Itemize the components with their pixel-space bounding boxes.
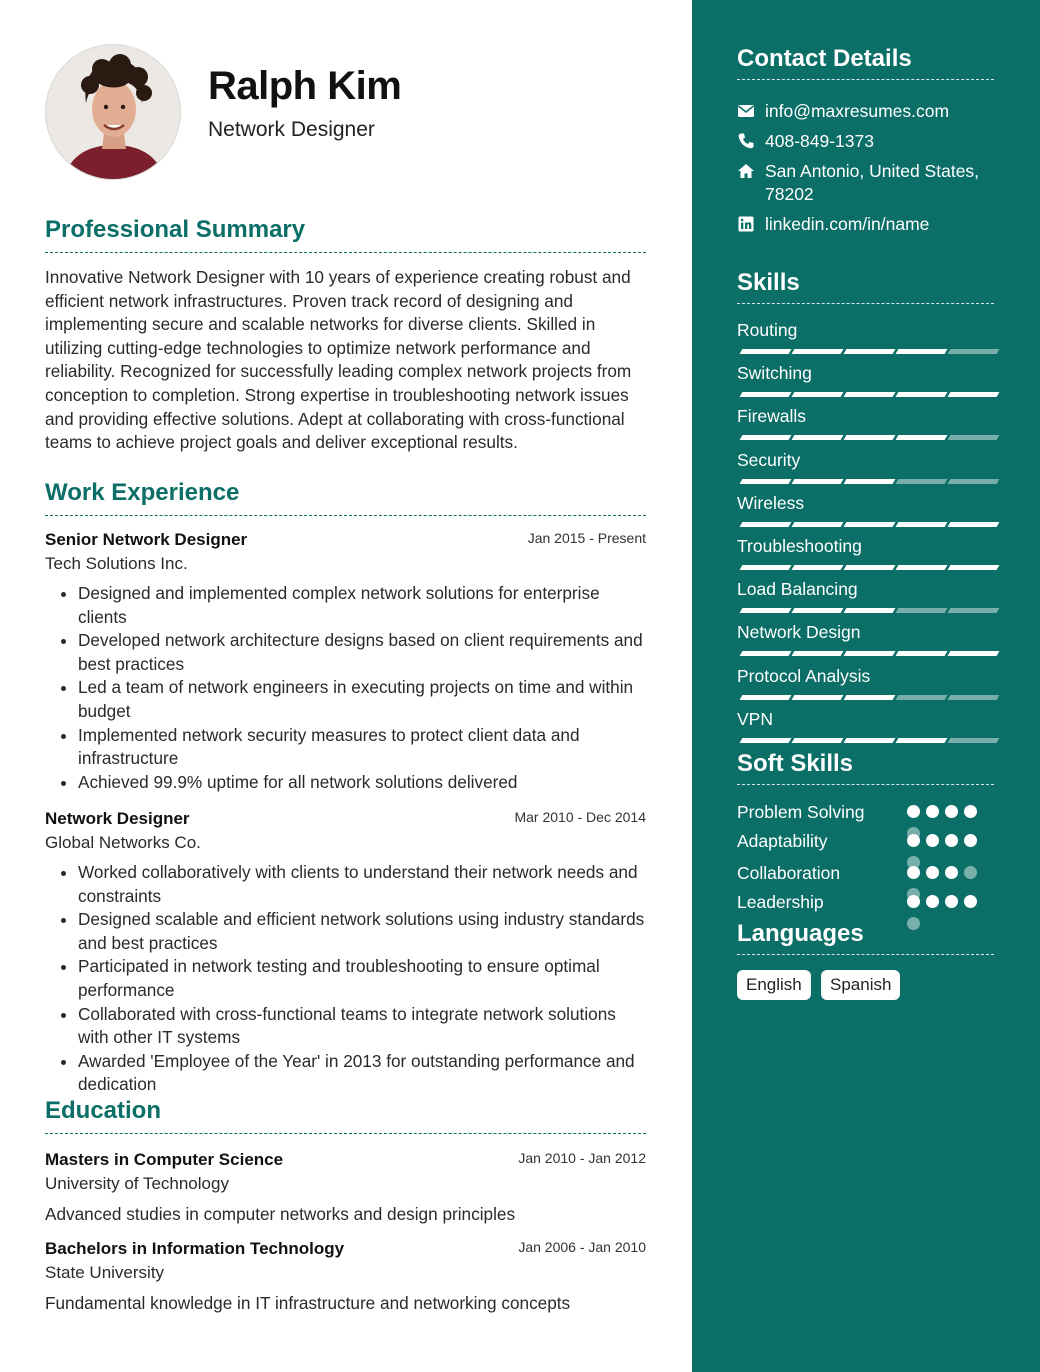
job-entry [45, 809, 646, 1097]
skill-segment-empty [948, 479, 1000, 484]
address-line-2: 78202 [765, 184, 814, 204]
skill-segment-filled [740, 522, 792, 527]
skill-segment-filled [792, 651, 844, 656]
bullet-item: • Led a team of network engineers in executing projects on time and within budget [78, 676, 646, 723]
skill-level-bar [738, 479, 994, 485]
rating-dot-filled [926, 895, 939, 908]
soft-skill-label: Adaptability [737, 831, 828, 851]
skill-segment-filled [792, 522, 844, 527]
rating-dot-filled [945, 805, 958, 818]
rating-dot-filled [945, 895, 958, 908]
job-date: Mar 2010 - Dec 2014 [514, 809, 646, 825]
soft-skill-item [737, 863, 994, 884]
skill-segment-filled [792, 349, 844, 354]
skill-segment-empty [948, 349, 1000, 354]
skill-label: Security [737, 450, 801, 470]
job-date: Jan 2015 - Present [527, 530, 646, 546]
skill-label: Troubleshooting [737, 536, 862, 556]
phone-text[interactable]: 408-849-1373 [765, 131, 874, 151]
skill-item [737, 579, 994, 603]
skill-segment-filled [792, 479, 844, 484]
skill-segment-filled [740, 738, 792, 743]
language-tag: Spanish [821, 970, 900, 1000]
contact-address [737, 160, 994, 206]
soft-skills-title: Soft Skills [737, 750, 994, 785]
skill-segment-filled [740, 651, 792, 656]
skill-item [737, 536, 994, 560]
linkedin-icon [737, 215, 755, 233]
rating-dot-filled [964, 834, 977, 847]
skill-level-bar [738, 738, 994, 744]
skill-segment-empty [948, 695, 1000, 700]
skill-segment-filled [792, 695, 844, 700]
education-entry [45, 1150, 646, 1225]
skill-label: Protocol Analysis [737, 666, 871, 686]
skill-item [737, 406, 994, 430]
bullet-item: • Designed and implemented complex network solutions for enterprise clients [78, 582, 646, 629]
skill-level-bar [738, 565, 994, 571]
skill-level-bar [738, 695, 994, 701]
skill-item [737, 450, 994, 474]
skill-level-bar [738, 435, 994, 441]
skill-item [737, 320, 994, 344]
skill-segment-filled [844, 392, 896, 397]
skill-segment-filled [740, 565, 792, 570]
candidate-name: Ralph Kim [208, 64, 402, 108]
skill-item [737, 622, 994, 646]
skill-segment-empty [948, 738, 1000, 743]
job-title: Senior Network Designer [45, 530, 248, 549]
skill-segment-filled [844, 738, 896, 743]
rating-dot-filled [926, 805, 939, 818]
skill-label: Network Design [737, 622, 861, 642]
skill-level-bar [738, 608, 994, 614]
job-bullets [45, 861, 646, 1097]
skill-label: VPN [737, 709, 773, 729]
skill-segment-filled [844, 608, 896, 613]
language-tag: English [737, 970, 811, 1000]
home-icon [737, 162, 755, 180]
skill-segment-filled [896, 738, 948, 743]
avatar-image [46, 45, 181, 180]
education-entry [45, 1239, 646, 1314]
contact-linkedin [737, 213, 994, 236]
skill-segment-filled [896, 651, 948, 656]
education-description: Fundamental knowledge in IT infrastructure and networking concepts [45, 1293, 571, 1313]
education-description: Advanced studies in computer networks and design principles [45, 1204, 516, 1224]
skill-label: Load Balancing [737, 579, 858, 599]
soft-skill-item [737, 831, 994, 852]
soft-skill-label: Problem Solving [737, 802, 865, 822]
rating-dot-filled [907, 834, 920, 847]
contact-title: Contact Details [737, 45, 994, 80]
section-title-summary: Professional Summary [45, 216, 646, 253]
phone-icon [737, 132, 755, 150]
job-entry [45, 530, 646, 794]
bullet-item: • Participated in network testing and troubleshooting to ensure optimal performance [78, 955, 646, 1002]
contact-phone [737, 130, 994, 153]
skill-label: Firewalls [737, 406, 807, 426]
skill-segment-filled [948, 522, 1000, 527]
rating-dot-filled [964, 895, 977, 908]
rating-dot-filled [907, 895, 920, 908]
skill-segment-empty [896, 479, 948, 484]
bullet-item: • Collaborated with cross-functional teams to integrate network solutions with other IT systems [78, 1003, 646, 1050]
bullet-item: • Implemented network security measures to protect client data and infrastructure [78, 724, 646, 771]
skill-segment-filled [844, 435, 896, 440]
skill-segment-empty [896, 608, 948, 613]
skill-segment-filled [792, 608, 844, 613]
skill-item [737, 493, 994, 517]
skill-segment-filled [844, 695, 896, 700]
degree-title: Bachelors in Information Technology [45, 1239, 345, 1258]
skill-segment-filled [896, 435, 948, 440]
contact-email [737, 100, 994, 123]
skill-level-bar [738, 522, 994, 528]
skill-segment-empty [896, 695, 948, 700]
education-date: Jan 2006 - Jan 2010 [518, 1239, 646, 1255]
job-company: Tech Solutions Inc. [45, 554, 188, 573]
address-line-1: San Antonio, United States, [765, 161, 980, 181]
skill-segment-filled [948, 565, 1000, 570]
rating-dot-filled [926, 866, 939, 879]
skill-segment-filled [844, 565, 896, 570]
skill-label: Routing [737, 320, 798, 340]
soft-skill-label: Collaboration [737, 863, 841, 883]
skill-segment-filled [896, 392, 948, 397]
school-name: State University [45, 1263, 165, 1282]
education-date: Jan 2010 - Jan 2012 [518, 1150, 646, 1166]
rating-dot-filled [907, 866, 920, 879]
skill-segment-filled [844, 651, 896, 656]
section-title-education: Education [45, 1097, 646, 1134]
bullet-item: • Achieved 99.9% uptime for all network solutions delivered [78, 771, 646, 795]
soft-skill-rating [907, 805, 987, 819]
skill-segment-empty [948, 435, 1000, 440]
rating-dot-filled [907, 805, 920, 818]
rating-dot-empty [964, 866, 977, 879]
sidebar [692, 0, 1040, 1372]
skill-item [737, 363, 994, 387]
profile-photo [45, 44, 181, 180]
skill-segment-filled [792, 392, 844, 397]
email-text[interactable]: info@maxresumes.com [765, 101, 950, 121]
bullet-item: • Designed scalable and efficient network solutions using industry standards and best practices [78, 908, 646, 955]
skill-segment-filled [896, 349, 948, 354]
linkedin-text[interactable]: linkedin.com/in/name [765, 214, 930, 234]
job-title: Network Designer [45, 809, 190, 828]
skill-segment-filled [792, 565, 844, 570]
candidate-title: Network Designer [208, 118, 375, 141]
languages-title: Languages [737, 920, 994, 955]
skill-segment-filled [896, 565, 948, 570]
skill-segment-filled [896, 522, 948, 527]
soft-skill-rating [907, 895, 987, 909]
skill-segment-filled [740, 695, 792, 700]
skill-segment-filled [740, 349, 792, 354]
rating-dot-filled [945, 834, 958, 847]
rating-dot-filled [926, 834, 939, 847]
skill-item [737, 709, 994, 733]
soft-skill-rating [907, 866, 987, 880]
job-company: Global Networks Co. [45, 833, 201, 852]
section-title-experience: Work Experience [45, 479, 646, 516]
skill-segment-filled [740, 435, 792, 440]
skill-segment-filled [792, 435, 844, 440]
school-name: University of Technology [45, 1174, 229, 1193]
soft-skill-rating [907, 834, 987, 848]
skill-segment-filled [948, 651, 1000, 656]
skill-segment-filled [740, 479, 792, 484]
skill-segment-filled [844, 479, 896, 484]
skill-segment-empty [948, 608, 1000, 613]
skill-level-bar [738, 392, 994, 398]
skill-segment-filled [740, 392, 792, 397]
skill-label: Wireless [737, 493, 805, 513]
soft-skill-item [737, 802, 994, 823]
skill-level-bar [738, 349, 994, 355]
skill-label: Switching [737, 363, 812, 383]
skill-item [737, 666, 994, 690]
skill-segment-filled [740, 608, 792, 613]
skills-title: Skills [737, 269, 994, 304]
rating-dot-filled [964, 805, 977, 818]
skill-segment-filled [792, 738, 844, 743]
soft-skill-item [737, 892, 994, 913]
skill-segment-filled [844, 349, 896, 354]
job-bullets [45, 582, 646, 794]
summary-text: Innovative Network Designer with 10 years of experience creating robust and efficient network infrastructures. Proven track record of designing and implementing secure and scalable networks for diverse clients. Skilled in utilizing cutting-edge technologies to optimize network performance and reliability. Recognized for successfully leading complex network projects from conception to completion. Strong expertise in troubleshooting network issues and providing effective solutions. Adept at collaborating with cross-functional teams to achieve project goals and deliver exceptional results. [45, 267, 632, 453]
degree-title: Masters in Computer Science [45, 1150, 284, 1169]
bullet-item: • Developed network architecture designs based on client requirements and best practices [78, 629, 646, 676]
soft-skill-label: Leadership [737, 892, 824, 912]
bullet-item: • Awarded 'Employee of the Year' in 2013 for outstanding performance and dedication [78, 1050, 646, 1097]
skill-level-bar [738, 651, 994, 657]
bullet-item: • Worked collaboratively with clients to understand their network needs and constraints [78, 861, 646, 908]
skill-segment-filled [948, 392, 1000, 397]
skill-segment-filled [844, 522, 896, 527]
envelope-icon [737, 102, 755, 120]
rating-dot-filled [945, 866, 958, 879]
